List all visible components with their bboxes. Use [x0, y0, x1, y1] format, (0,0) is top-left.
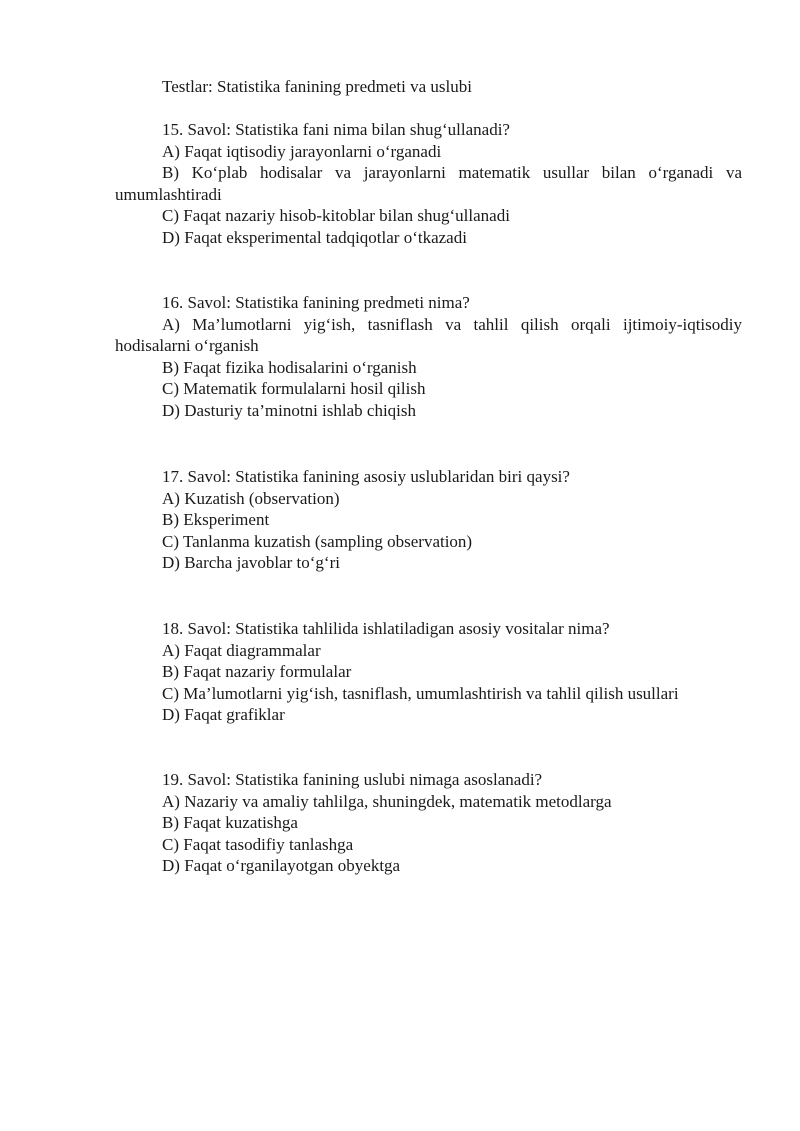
- question-19: [115, 769, 742, 877]
- option-c: C) Matematik formulalarni hosil qilish: [162, 379, 426, 399]
- option-a: A) Ma’lumotlarni yig‘ish, tasniflash va tahlil qilish orqali ijtimoiy-iqtisodiy hodisalarni o‘rganish: [115, 314, 742, 356]
- option-a: A) Nazariy va amaliy tahlilga, shuningdek, matematik metodlarga: [162, 791, 612, 811]
- document-title: Testlar: Statistika fanining predmeti va uslubi: [162, 77, 472, 96]
- option-c: C) Ma’lumotlarni yig‘ish, tasniflash, umumlashtirish va tahlil qilish usullari: [162, 683, 679, 703]
- option-d: D) Faqat grafiklar: [162, 705, 285, 725]
- question-text: 15. Savol: Statistika fani nima bilan shug‘ullanadi?: [162, 120, 510, 139]
- option-d: D) Dasturiy ta’minotni ishlab chiqish: [162, 400, 417, 420]
- option-c: C) Tanlanma kuzatish (sampling observation): [162, 531, 473, 551]
- option-d: D) Faqat eksperimental tadqiqotlar o‘tkazadi: [162, 227, 467, 247]
- option-b: B) Ko‘plab hodisalar va jarayonlarni matematik usullar bilan o‘rganadi va umumlashtiradi: [115, 163, 742, 204]
- option-d: D) Barcha javoblar to‘g‘ri: [162, 553, 340, 573]
- question-17: [115, 466, 742, 574]
- option-b: B) Faqat fizika hodisalarini o‘rganish: [162, 357, 417, 377]
- option-c: C) Faqat tasodifiy tanlashga: [162, 834, 354, 854]
- option-c: C) Faqat nazariy hisob-kitoblar bilan shug‘ullanadi: [162, 206, 510, 226]
- question-15: [115, 119, 742, 249]
- option-b: B) Eksperiment: [162, 510, 270, 530]
- question-18: [115, 618, 742, 726]
- question-16: [115, 292, 742, 422]
- option-b: B) Faqat nazariy formulalar: [162, 662, 352, 682]
- question-text: 17. Savol: Statistika fanining asosiy uslublaridan biri qaysi?: [162, 467, 570, 486]
- option-d: D) Faqat o‘rganilayotgan obyektga: [162, 856, 401, 876]
- option-a: A) Kuzatish (observation): [162, 488, 340, 508]
- option-a: A) Faqat iqtisodiy jarayonlarni o‘rganadi: [162, 141, 442, 161]
- question-text: 19. Savol: Statistika fanining uslubi nimaga asoslanadi?: [162, 770, 543, 789]
- option-b: B) Faqat kuzatishga: [162, 813, 298, 833]
- option-a: A) Faqat diagrammalar: [162, 640, 321, 660]
- question-text: 16. Savol: Statistika fanining predmeti nima?: [162, 293, 470, 312]
- question-text: 18. Savol: Statistika tahlilida ishlatiladigan asosiy vositalar nima?: [162, 619, 610, 638]
